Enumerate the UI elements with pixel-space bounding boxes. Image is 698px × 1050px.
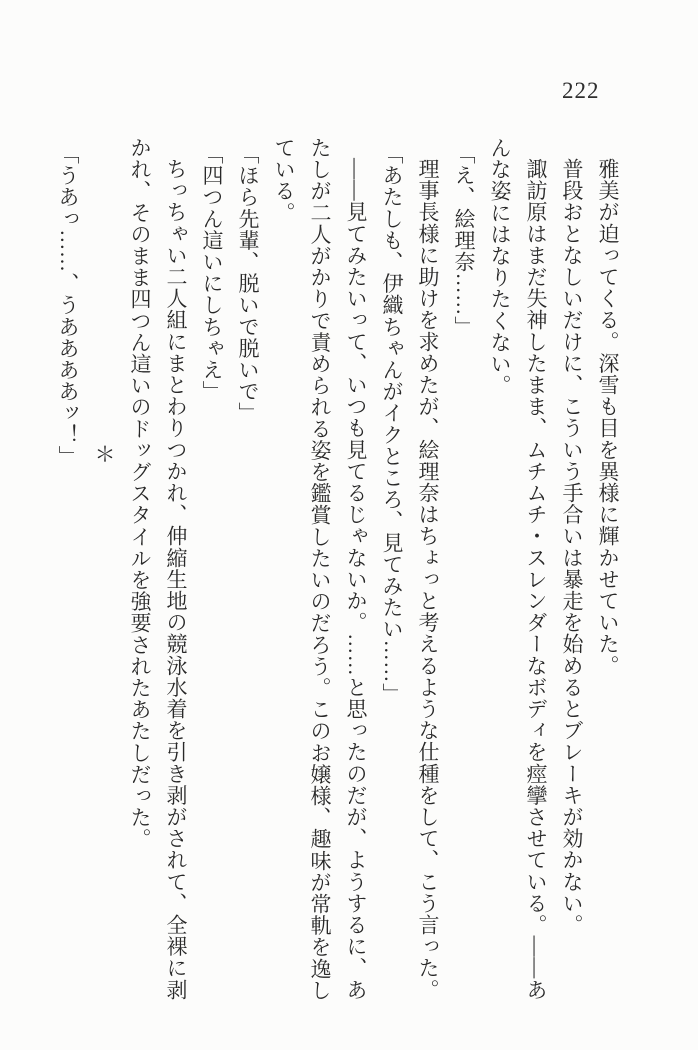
- text-line: 諏訪原はまだ失神したまま、ムチムチ・スレンダーなボディを痙攣させている。――あ: [524, 158, 548, 1001]
- text-line: 「うあっ……、うああああッ！」: [56, 143, 80, 467]
- text-line: 普段おとなしいだけに、こういう手合いは暴走を始めるとブレーキが効かない。: [560, 158, 584, 936]
- page-text: [50, 137, 626, 1001]
- text-line: ちっちゃい二人組にまとわりつかれ、伸縮生地の競泳水着を引き剥がされて、全裸に剥: [164, 158, 188, 1001]
- text-line: たしが二人がかりで責められる姿を鑑賞したいのだろう。このお嬢様、趣味が常軌を逸し: [308, 137, 332, 1001]
- text-line: 「四つん這いにしちゃえ」: [200, 143, 224, 403]
- text-line: ――見てみたいって、いつも見てるじゃないか。……と思ったのだが、ようするに、あ: [344, 158, 368, 1001]
- text-line: 「あたしも、伊織ちゃんがイクところ、見てみたい……」: [380, 143, 404, 705]
- page-number: 222: [562, 78, 600, 103]
- text-line: んな姿にはなりたくない。: [488, 137, 512, 397]
- text-line: ている。: [272, 137, 296, 224]
- text-line: 「ほら先輩、脱いで脱いで」: [236, 143, 260, 424]
- scene-break-marker: ＊: [92, 443, 116, 465]
- text-line: かれ、そのまま四つん這いのドッグスタイルを強要されたあたしだった。: [128, 137, 152, 850]
- text-line: 理事長様に助けを求めたが、絵理奈はちょっと考えるような仕種をして、こう言った。: [416, 158, 440, 1001]
- text-line: 「え、絵理奈……」: [452, 143, 476, 338]
- text-line: 雅美が迫ってくる。深雪も目を異様に輝かせていた。: [596, 158, 620, 677]
